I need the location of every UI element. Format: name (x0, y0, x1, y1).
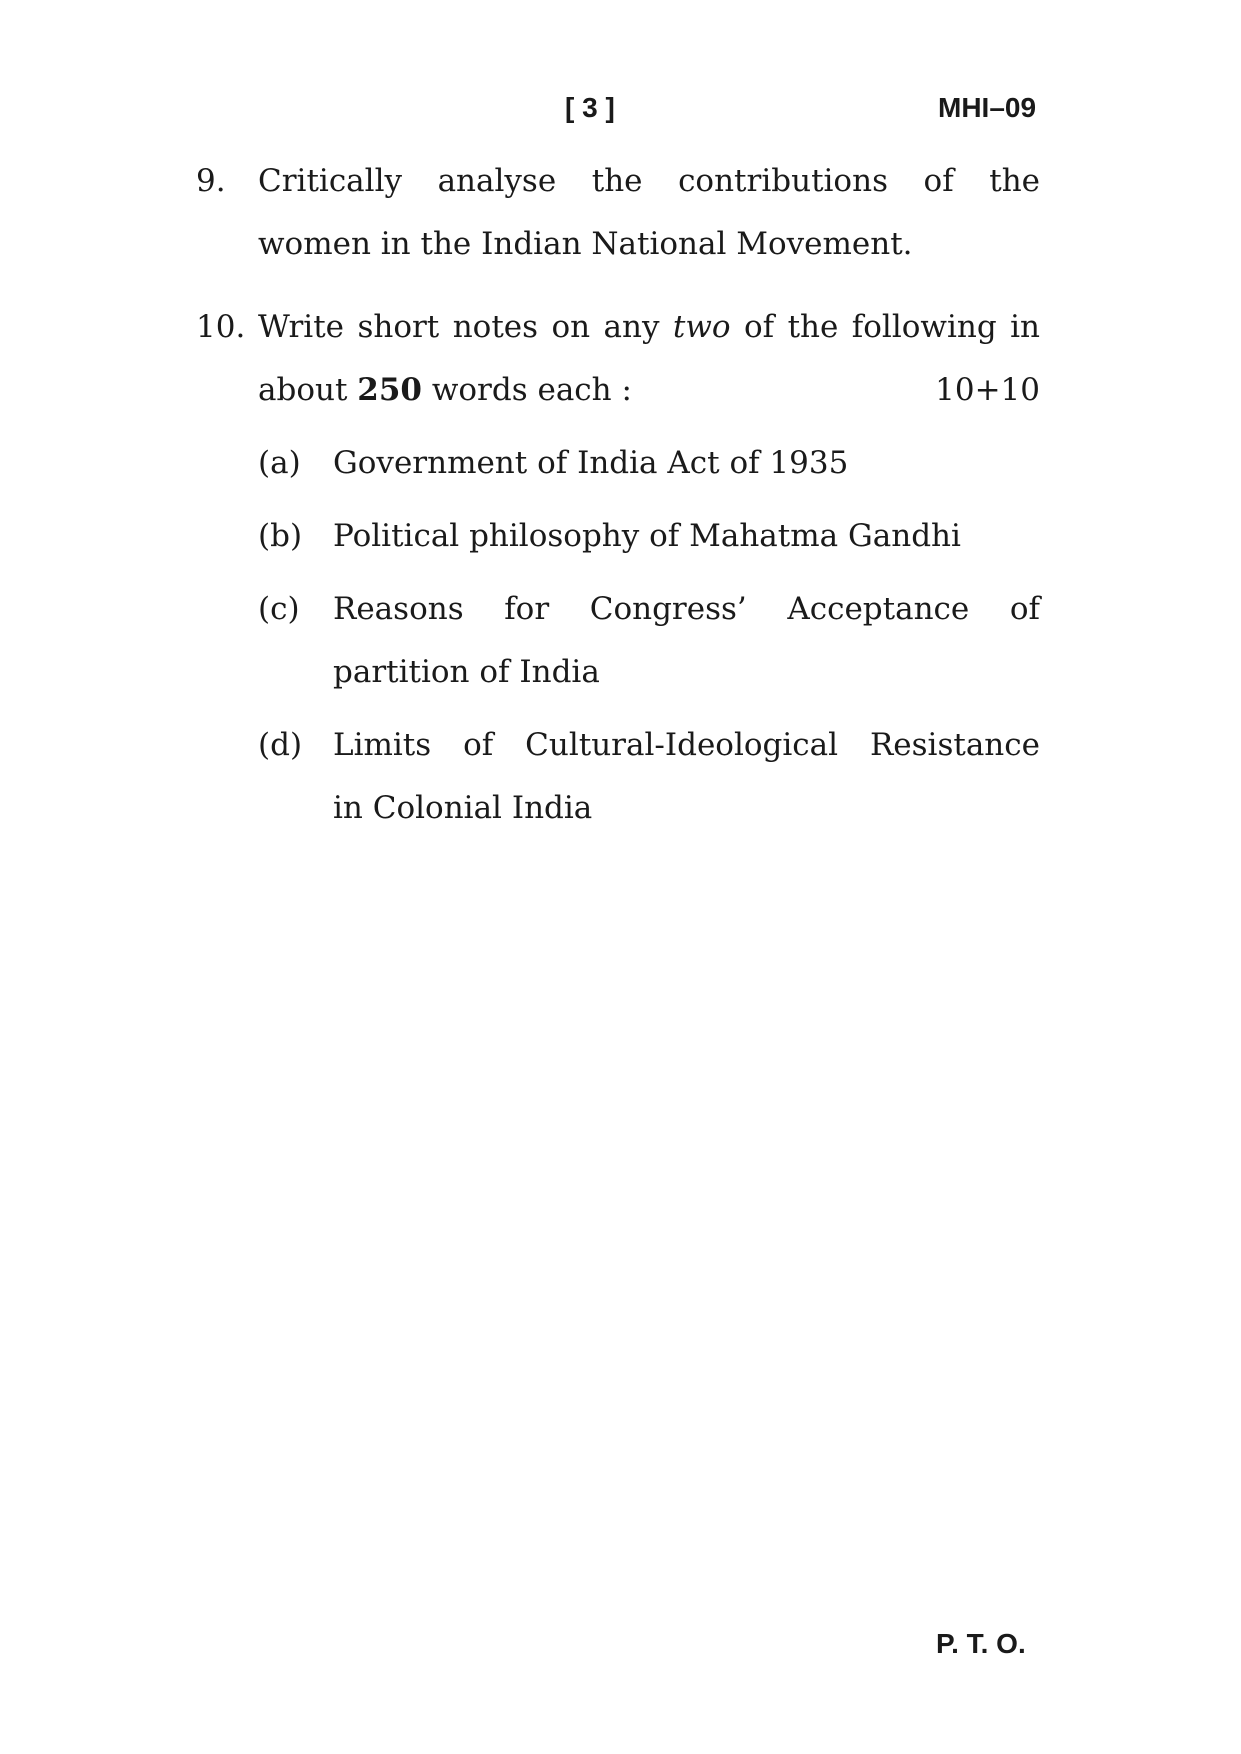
page-number: [ 3 ] (565, 92, 615, 123)
question-10 (196, 296, 1040, 422)
sub-question-text: Reasons for Congress’ Acceptance of (333, 591, 1040, 627)
paper-code: MHI–09 (938, 92, 1037, 123)
question-text-line: Critically analyse the contributions of the (258, 163, 1040, 199)
sub-question-text: Limits of Cultural-Ideological Resistance (333, 727, 1040, 763)
sub-question-label: (d) (258, 727, 303, 763)
question-text (258, 359, 632, 422)
question-text: about (258, 372, 358, 408)
emphasis-text: two (672, 309, 731, 345)
question-9 (196, 150, 1040, 276)
question-number: 9. (196, 163, 226, 199)
pto-note: P. T. O. (936, 1628, 1026, 1659)
question-text-line (258, 359, 1040, 422)
sub-question-text: Government of India Act of 1935 (333, 445, 849, 481)
word-count: 250 (357, 372, 422, 408)
question-text: Write short notes on any (258, 309, 673, 345)
sub-question-label: (a) (258, 445, 301, 481)
sub-question-text: in Colonial India (333, 790, 593, 826)
marks: 10+10 (935, 372, 1040, 408)
sub-question-label: (b) (258, 518, 303, 554)
question-text-line: women in the Indian National Movement. (258, 226, 913, 262)
sub-question-label: (c) (258, 591, 300, 627)
sub-question-b (258, 505, 1040, 568)
question-number: 10. (196, 309, 246, 345)
sub-question-d (258, 714, 1040, 840)
sub-question-text: partition of India (333, 654, 600, 690)
sub-question-text: Political philosophy of Mahatma Gandhi (333, 518, 961, 554)
question-text: words each : (422, 372, 632, 408)
sub-question-c (258, 578, 1040, 704)
question-text: of the following in (730, 309, 1040, 345)
question-text-line (258, 296, 1040, 359)
sub-question-a (258, 432, 1040, 495)
